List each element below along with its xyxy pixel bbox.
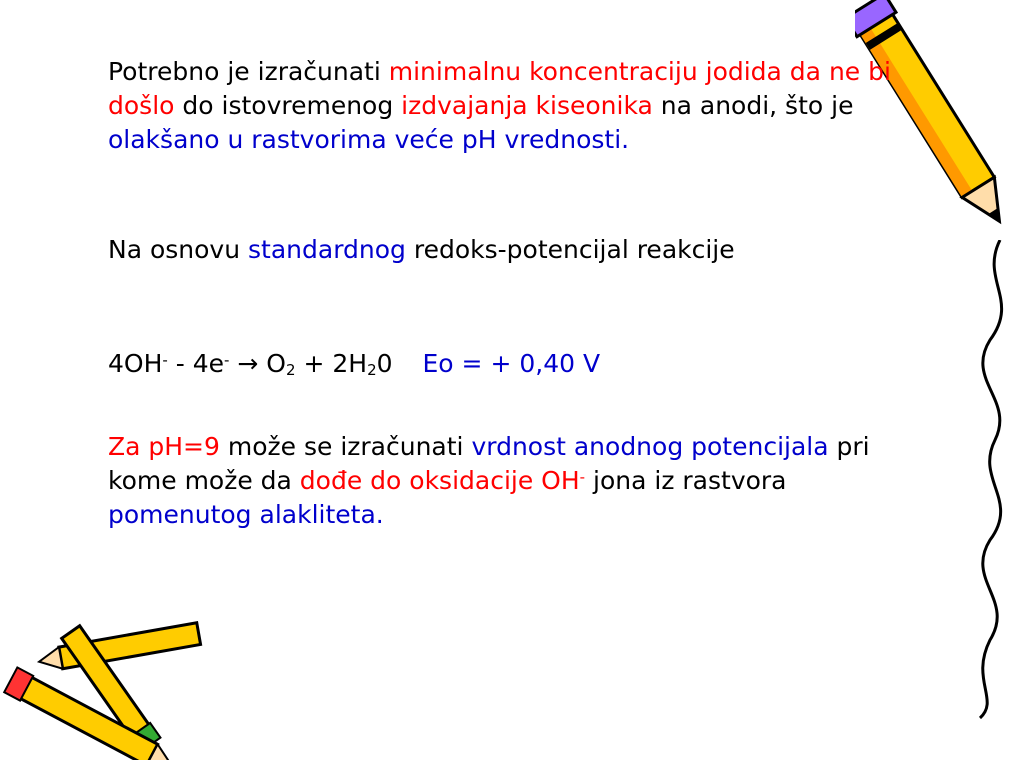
highlight-blue: olakšano u rastvorima veće pH vrednosti. bbox=[108, 125, 630, 154]
text: redoks-potencijal reakcije bbox=[405, 235, 735, 264]
eq-charge: - bbox=[162, 351, 168, 369]
text: do istovremenog bbox=[174, 91, 402, 120]
text: može se izračunati bbox=[219, 432, 472, 461]
paragraph-ph9 bbox=[108, 430, 908, 532]
eq-term: 0 bbox=[376, 349, 393, 378]
eq-term: O bbox=[266, 349, 286, 378]
paragraph-intro bbox=[108, 55, 908, 157]
text: Potrebno je izračunati bbox=[108, 57, 389, 86]
highlight-red: izdvajanja kiseonika bbox=[401, 91, 653, 120]
crossed-pencils-icon bbox=[0, 620, 210, 760]
text: pri kome može da bbox=[108, 432, 870, 495]
arrow-icon: → bbox=[229, 349, 267, 378]
eq-term: 4OH bbox=[108, 349, 163, 378]
highlight-blue: standardnog bbox=[248, 235, 406, 264]
text: jona iz rastvora bbox=[585, 466, 787, 495]
eq-term: - 4e bbox=[167, 349, 225, 378]
text: Na osnovu bbox=[108, 235, 249, 264]
text: na anodi, što je bbox=[652, 91, 854, 120]
highlight-red: dođe do oksidacije OH bbox=[299, 466, 580, 495]
eq-charge: - bbox=[579, 468, 586, 486]
eq-subscript: 2 bbox=[285, 361, 296, 379]
paragraph-standard-potential bbox=[108, 233, 908, 267]
eq-charge: - bbox=[224, 351, 230, 369]
highlight-red: minimalnu koncentraciju jodida da ne bi došlo bbox=[108, 57, 891, 120]
standard-potential-value: Eo = + 0,40 V bbox=[422, 349, 601, 378]
eq-term: + 2H bbox=[295, 349, 368, 378]
highlight-red: Za pH=9 bbox=[108, 432, 220, 461]
eq-subscript: 2 bbox=[367, 361, 377, 379]
highlight-blue: pomenutog alakliteta. bbox=[108, 500, 384, 529]
squiggle-line-icon bbox=[960, 240, 1024, 720]
highlight-blue: vrdnost anodnog potencijala bbox=[471, 432, 829, 461]
reaction-equation bbox=[108, 347, 908, 381]
